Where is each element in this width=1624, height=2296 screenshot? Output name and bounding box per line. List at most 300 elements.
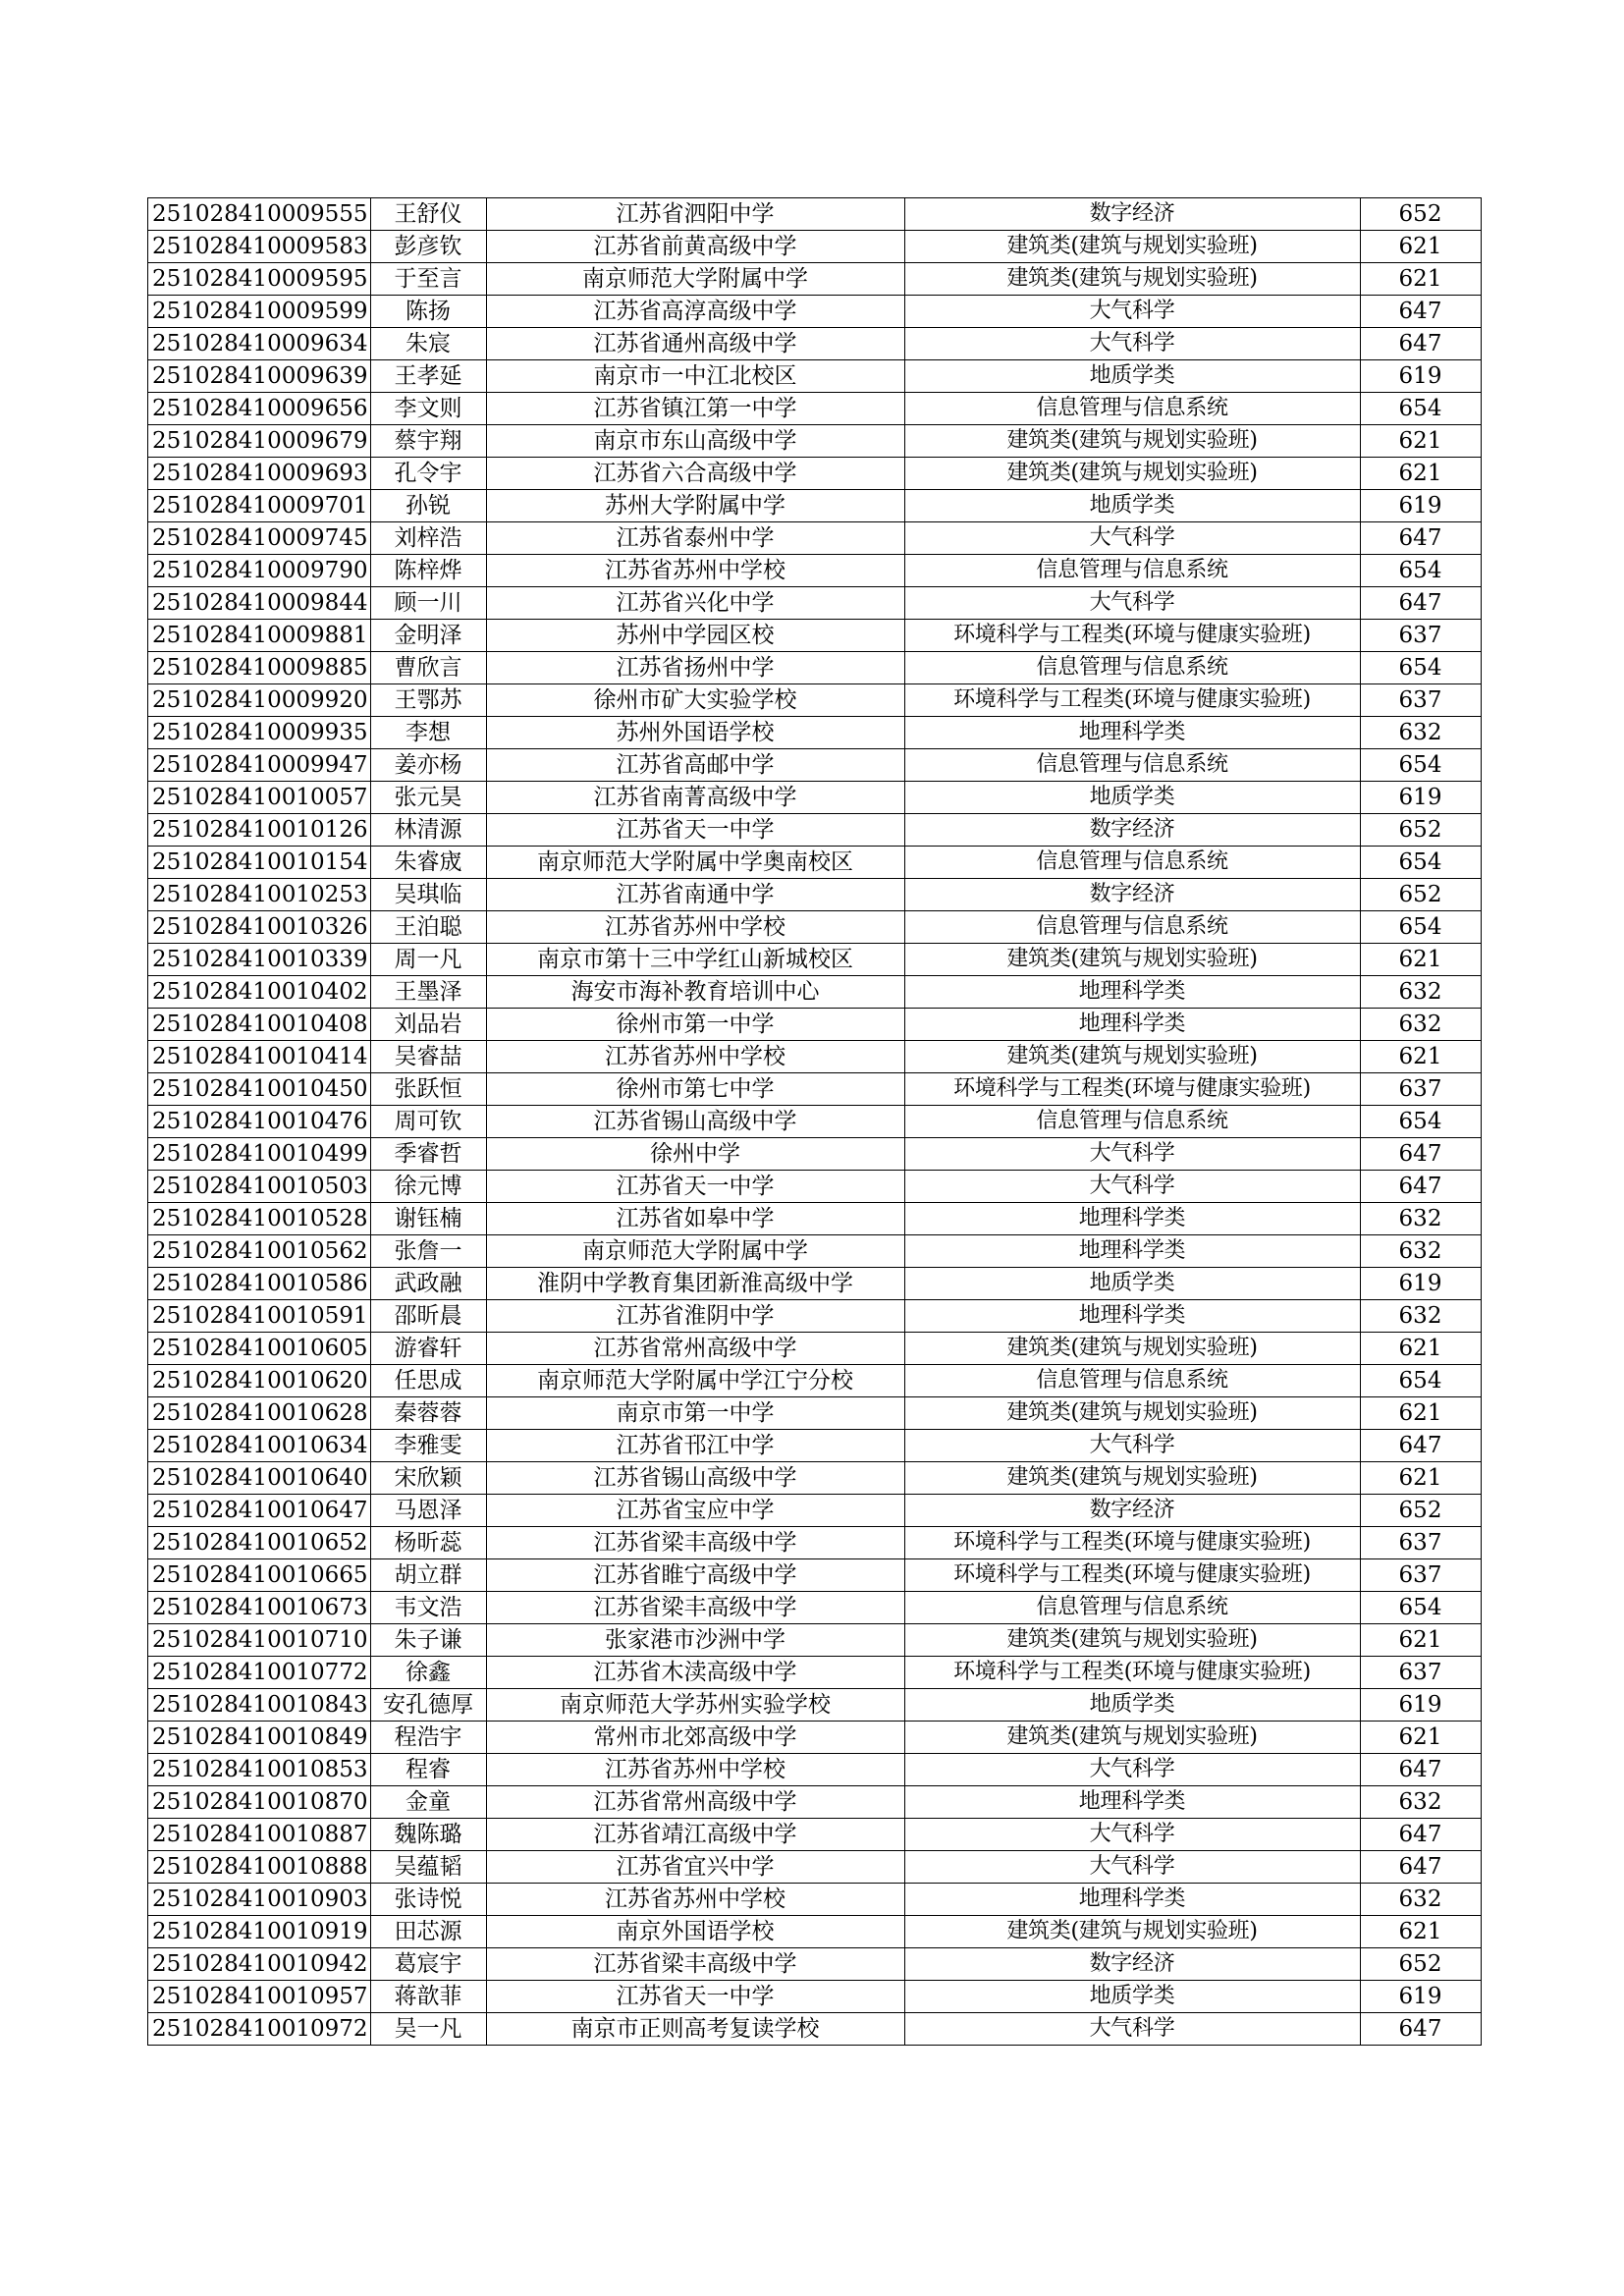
score-cell: 619 (1360, 1689, 1481, 1722)
candidate-id-cell: 251028410009693 (148, 458, 371, 490)
student-name-cell: 陈扬 (370, 296, 486, 328)
program-cell: 地质学类 (904, 490, 1360, 522)
table-row (148, 1462, 1482, 1495)
score-cell: 654 (1360, 911, 1481, 944)
student-name-cell: 曹欣言 (370, 652, 486, 684)
score-cell: 647 (1360, 522, 1481, 555)
table-row (148, 1430, 1482, 1462)
program-cell: 环境科学与工程类(环境与健康实验班) (904, 1559, 1360, 1592)
student-name-cell: 徐鑫 (370, 1657, 486, 1689)
candidate-id-cell: 251028410009790 (148, 555, 371, 587)
table-row (148, 522, 1482, 555)
school-cell: 江苏省泰州中学 (486, 522, 904, 555)
student-name-cell: 安孔德厚 (370, 1689, 486, 1722)
student-name-cell: 李雅雯 (370, 1430, 486, 1462)
score-cell: 637 (1360, 1657, 1481, 1689)
student-name-cell: 顾一川 (370, 587, 486, 620)
program-cell: 建筑类(建筑与规划实验班) (904, 263, 1360, 296)
student-name-cell: 魏陈璐 (370, 1819, 486, 1851)
table-row (148, 620, 1482, 652)
score-cell: 637 (1360, 684, 1481, 717)
candidate-id-cell: 251028410009881 (148, 620, 371, 652)
candidate-id-cell: 251028410010628 (148, 1397, 371, 1430)
school-cell: 江苏省苏州中学校 (486, 555, 904, 587)
table-row (148, 1235, 1482, 1268)
student-name-cell: 游睿轩 (370, 1333, 486, 1365)
student-name-cell: 张跃恒 (370, 1073, 486, 1106)
program-cell: 信息管理与信息系统 (904, 1365, 1360, 1397)
school-cell: 南京市第十三中学红山新城校区 (486, 944, 904, 976)
school-cell: 江苏省锡山高级中学 (486, 1462, 904, 1495)
student-name-cell: 程浩宇 (370, 1722, 486, 1754)
score-cell: 621 (1360, 1462, 1481, 1495)
candidate-id-cell: 251028410010870 (148, 1786, 371, 1819)
program-cell: 大气科学 (904, 1819, 1360, 1851)
program-cell: 地理科学类 (904, 1009, 1360, 1041)
table-row (148, 782, 1482, 814)
school-cell: 江苏省六合高级中学 (486, 458, 904, 490)
table-row (148, 879, 1482, 911)
score-cell: 652 (1360, 1948, 1481, 1981)
student-name-cell: 周可钦 (370, 1106, 486, 1138)
table-row (148, 1171, 1482, 1203)
student-name-cell: 葛宸宇 (370, 1948, 486, 1981)
program-cell: 环境科学与工程类(环境与健康实验班) (904, 1073, 1360, 1106)
candidate-id-cell: 251028410010339 (148, 944, 371, 976)
score-cell: 654 (1360, 1592, 1481, 1624)
score-cell: 654 (1360, 1106, 1481, 1138)
table-row (148, 263, 1482, 296)
school-cell: 江苏省睢宁高级中学 (486, 1559, 904, 1592)
candidate-id-cell: 251028410010528 (148, 1203, 371, 1235)
candidate-id-cell: 251028410010620 (148, 1365, 371, 1397)
score-cell: 654 (1360, 555, 1481, 587)
score-cell: 621 (1360, 458, 1481, 490)
school-cell: 江苏省南通中学 (486, 879, 904, 911)
student-name-cell: 宋欣颖 (370, 1462, 486, 1495)
table-row (148, 328, 1482, 360)
score-cell: 632 (1360, 1300, 1481, 1333)
school-cell: 南京师范大学附属中学江宁分校 (486, 1365, 904, 1397)
score-cell: 621 (1360, 263, 1481, 296)
student-name-cell: 徐元博 (370, 1171, 486, 1203)
program-cell: 信息管理与信息系统 (904, 555, 1360, 587)
table-row (148, 1981, 1482, 2013)
program-cell: 建筑类(建筑与规划实验班) (904, 425, 1360, 458)
program-cell: 建筑类(建筑与规划实验班) (904, 944, 1360, 976)
candidate-id-cell: 251028410010849 (148, 1722, 371, 1754)
candidate-id-cell: 251028410010586 (148, 1268, 371, 1300)
program-cell: 环境科学与工程类(环境与健康实验班) (904, 684, 1360, 717)
table-row (148, 847, 1482, 879)
candidate-id-cell: 251028410009599 (148, 296, 371, 328)
student-name-cell: 吴一凡 (370, 2013, 486, 2046)
program-cell: 数字经济 (904, 879, 1360, 911)
program-cell: 地理科学类 (904, 1203, 1360, 1235)
school-cell: 南京市正则高考复读学校 (486, 2013, 904, 2046)
table-row (148, 1268, 1482, 1300)
program-cell: 信息管理与信息系统 (904, 911, 1360, 944)
student-name-cell: 孙锐 (370, 490, 486, 522)
score-cell: 619 (1360, 1981, 1481, 2013)
school-cell: 淮阴中学教育集团新淮高级中学 (486, 1268, 904, 1300)
student-name-cell: 季睿哲 (370, 1138, 486, 1171)
table-row (148, 1559, 1482, 1592)
table-row (148, 814, 1482, 847)
table-row (148, 1106, 1482, 1138)
table-row (148, 1916, 1482, 1948)
school-cell: 江苏省镇江第一中学 (486, 393, 904, 425)
program-cell: 建筑类(建筑与规划实验班) (904, 1722, 1360, 1754)
student-name-cell: 彭彦钦 (370, 231, 486, 263)
score-cell: 654 (1360, 749, 1481, 782)
candidate-id-cell: 251028410010710 (148, 1624, 371, 1657)
score-cell: 619 (1360, 782, 1481, 814)
school-cell: 江苏省邗江中学 (486, 1430, 904, 1462)
school-cell: 江苏省常州高级中学 (486, 1333, 904, 1365)
school-cell: 江苏省苏州中学校 (486, 1884, 904, 1916)
school-cell: 南京师范大学附属中学奥南校区 (486, 847, 904, 879)
score-cell: 654 (1360, 652, 1481, 684)
program-cell: 地理科学类 (904, 1884, 1360, 1916)
school-cell: 江苏省通州高级中学 (486, 328, 904, 360)
candidate-id-cell: 251028410010326 (148, 911, 371, 944)
candidate-id-cell: 251028410010843 (148, 1689, 371, 1722)
program-cell: 环境科学与工程类(环境与健康实验班) (904, 1527, 1360, 1559)
student-name-cell: 张元昊 (370, 782, 486, 814)
program-cell: 环境科学与工程类(环境与健康实验班) (904, 1657, 1360, 1689)
program-cell: 地理科学类 (904, 976, 1360, 1009)
table-row (148, 1884, 1482, 1916)
student-name-cell: 马恩泽 (370, 1495, 486, 1527)
student-name-cell: 王舒仪 (370, 198, 486, 231)
program-cell: 大气科学 (904, 1430, 1360, 1462)
candidate-id-cell: 251028410010414 (148, 1041, 371, 1073)
table-row (148, 555, 1482, 587)
candidate-id-cell: 251028410010903 (148, 1884, 371, 1916)
student-name-cell: 朱子谦 (370, 1624, 486, 1657)
candidate-id-cell: 251028410010652 (148, 1527, 371, 1559)
school-cell: 江苏省常州高级中学 (486, 1786, 904, 1819)
score-cell: 632 (1360, 1884, 1481, 1916)
program-cell: 大气科学 (904, 1138, 1360, 1171)
candidate-id-cell: 251028410009701 (148, 490, 371, 522)
school-cell: 苏州大学附属中学 (486, 490, 904, 522)
table-row (148, 1073, 1482, 1106)
table-row (148, 911, 1482, 944)
candidate-id-cell: 251028410010887 (148, 1819, 371, 1851)
score-cell: 619 (1360, 1268, 1481, 1300)
candidate-id-cell: 251028410010605 (148, 1333, 371, 1365)
school-cell: 江苏省天一中学 (486, 814, 904, 847)
school-cell: 江苏省靖江高级中学 (486, 1819, 904, 1851)
table-row (148, 1203, 1482, 1235)
candidate-id-cell: 251028410009656 (148, 393, 371, 425)
school-cell: 江苏省梁丰高级中学 (486, 1592, 904, 1624)
student-name-cell: 王泊聪 (370, 911, 486, 944)
score-cell: 619 (1360, 490, 1481, 522)
school-cell: 南京外国语学校 (486, 1916, 904, 1948)
candidate-id-cell: 251028410010772 (148, 1657, 371, 1689)
student-name-cell: 田芯源 (370, 1916, 486, 1948)
table-row (148, 1527, 1482, 1559)
score-cell: 632 (1360, 976, 1481, 1009)
score-cell: 637 (1360, 1073, 1481, 1106)
program-cell: 大气科学 (904, 522, 1360, 555)
score-cell: 637 (1360, 1527, 1481, 1559)
student-name-cell: 孔令宇 (370, 458, 486, 490)
school-cell: 南京师范大学附属中学 (486, 1235, 904, 1268)
program-cell: 环境科学与工程类(环境与健康实验班) (904, 620, 1360, 652)
candidate-id-cell: 251028410010126 (148, 814, 371, 847)
candidate-id-cell: 251028410010476 (148, 1106, 371, 1138)
table-row (148, 1333, 1482, 1365)
school-cell: 苏州外国语学校 (486, 717, 904, 749)
student-name-cell: 周一凡 (370, 944, 486, 976)
candidate-id-cell: 251028410009679 (148, 425, 371, 458)
candidate-id-cell: 251028410009935 (148, 717, 371, 749)
program-cell: 大气科学 (904, 296, 1360, 328)
score-cell: 647 (1360, 328, 1481, 360)
score-cell: 647 (1360, 587, 1481, 620)
school-cell: 江苏省兴化中学 (486, 587, 904, 620)
school-cell: 江苏省苏州中学校 (486, 1754, 904, 1786)
admission-list-table (147, 197, 1482, 2046)
candidate-id-cell: 251028410009639 (148, 360, 371, 393)
score-cell: 632 (1360, 1009, 1481, 1041)
program-cell: 数字经济 (904, 814, 1360, 847)
table-row (148, 1657, 1482, 1689)
program-cell: 建筑类(建筑与规划实验班) (904, 1397, 1360, 1430)
program-cell: 数字经济 (904, 198, 1360, 231)
score-cell: 621 (1360, 1722, 1481, 1754)
candidate-id-cell: 251028410010853 (148, 1754, 371, 1786)
school-cell: 江苏省南菁高级中学 (486, 782, 904, 814)
table-row (148, 1138, 1482, 1171)
student-name-cell: 王鄂苏 (370, 684, 486, 717)
program-cell: 信息管理与信息系统 (904, 847, 1360, 879)
program-cell: 建筑类(建筑与规划实验班) (904, 1462, 1360, 1495)
score-cell: 652 (1360, 814, 1481, 847)
table-row (148, 684, 1482, 717)
program-cell: 大气科学 (904, 1171, 1360, 1203)
candidate-id-cell: 251028410009745 (148, 522, 371, 555)
table-row (148, 944, 1482, 976)
candidate-id-cell: 251028410009555 (148, 198, 371, 231)
student-name-cell: 谢钰楠 (370, 1203, 486, 1235)
student-name-cell: 林清源 (370, 814, 486, 847)
school-cell: 江苏省天一中学 (486, 1171, 904, 1203)
table-row (148, 1365, 1482, 1397)
candidate-id-cell: 251028410010647 (148, 1495, 371, 1527)
school-cell: 南京市东山高级中学 (486, 425, 904, 458)
student-name-cell: 张詹一 (370, 1235, 486, 1268)
admission-list-body (148, 198, 1482, 2046)
table-row (148, 749, 1482, 782)
student-name-cell: 王墨泽 (370, 976, 486, 1009)
program-cell: 建筑类(建筑与规划实验班) (904, 231, 1360, 263)
school-cell: 江苏省梁丰高级中学 (486, 1948, 904, 1981)
candidate-id-cell: 251028410009947 (148, 749, 371, 782)
candidate-id-cell: 251028410010665 (148, 1559, 371, 1592)
program-cell: 地质学类 (904, 1981, 1360, 2013)
score-cell: 647 (1360, 296, 1481, 328)
table-row (148, 458, 1482, 490)
school-cell: 南京师范大学苏州实验学校 (486, 1689, 904, 1722)
score-cell: 647 (1360, 1171, 1481, 1203)
table-row (148, 1851, 1482, 1884)
student-name-cell: 武政融 (370, 1268, 486, 1300)
table-row (148, 1300, 1482, 1333)
score-cell: 621 (1360, 1333, 1481, 1365)
student-name-cell: 吴琪临 (370, 879, 486, 911)
program-cell: 地质学类 (904, 782, 1360, 814)
table-row (148, 652, 1482, 684)
table-row (148, 1592, 1482, 1624)
candidate-id-cell: 251028410009920 (148, 684, 371, 717)
program-cell: 地理科学类 (904, 1235, 1360, 1268)
candidate-id-cell: 251028410009634 (148, 328, 371, 360)
table-row (148, 1786, 1482, 1819)
score-cell: 654 (1360, 847, 1481, 879)
school-cell: 徐州市矿大实验学校 (486, 684, 904, 717)
student-name-cell: 韦文浩 (370, 1592, 486, 1624)
student-name-cell: 刘梓浩 (370, 522, 486, 555)
student-name-cell: 刘品岩 (370, 1009, 486, 1041)
program-cell: 信息管理与信息系统 (904, 1106, 1360, 1138)
program-cell: 大气科学 (904, 2013, 1360, 2046)
score-cell: 647 (1360, 1754, 1481, 1786)
student-name-cell: 陈梓烨 (370, 555, 486, 587)
student-name-cell: 程睿 (370, 1754, 486, 1786)
program-cell: 建筑类(建筑与规划实验班) (904, 1333, 1360, 1365)
school-cell: 江苏省泗阳中学 (486, 198, 904, 231)
student-name-cell: 任思成 (370, 1365, 486, 1397)
table-row (148, 198, 1482, 231)
candidate-id-cell: 251028410010499 (148, 1138, 371, 1171)
score-cell: 619 (1360, 360, 1481, 393)
table-row (148, 1689, 1482, 1722)
student-name-cell: 金童 (370, 1786, 486, 1819)
table-row (148, 2013, 1482, 2046)
student-name-cell: 李文则 (370, 393, 486, 425)
score-cell: 632 (1360, 1786, 1481, 1819)
school-cell: 南京市第一中学 (486, 1397, 904, 1430)
candidate-id-cell: 251028410010057 (148, 782, 371, 814)
program-cell: 建筑类(建筑与规划实验班) (904, 1624, 1360, 1657)
table-row (148, 1495, 1482, 1527)
score-cell: 652 (1360, 1495, 1481, 1527)
candidate-id-cell: 251028410010942 (148, 1948, 371, 1981)
candidate-id-cell: 251028410009583 (148, 231, 371, 263)
school-cell: 江苏省高淳高级中学 (486, 296, 904, 328)
school-cell: 江苏省苏州中学校 (486, 1041, 904, 1073)
student-name-cell: 吴睿喆 (370, 1041, 486, 1073)
score-cell: 621 (1360, 231, 1481, 263)
score-cell: 632 (1360, 1203, 1481, 1235)
program-cell: 大气科学 (904, 1851, 1360, 1884)
score-cell: 654 (1360, 393, 1481, 425)
candidate-id-cell: 251028410010673 (148, 1592, 371, 1624)
program-cell: 地质学类 (904, 360, 1360, 393)
student-name-cell: 王孝延 (370, 360, 486, 393)
score-cell: 621 (1360, 1041, 1481, 1073)
table-row (148, 393, 1482, 425)
student-name-cell: 邵昕晨 (370, 1300, 486, 1333)
table-row (148, 425, 1482, 458)
candidate-id-cell: 251028410010253 (148, 879, 371, 911)
school-cell: 江苏省宝应中学 (486, 1495, 904, 1527)
program-cell: 建筑类(建筑与规划实验班) (904, 1916, 1360, 1948)
score-cell: 637 (1360, 620, 1481, 652)
program-cell: 数字经济 (904, 1948, 1360, 1981)
program-cell: 数字经济 (904, 1495, 1360, 1527)
program-cell: 信息管理与信息系统 (904, 652, 1360, 684)
program-cell: 地理科学类 (904, 717, 1360, 749)
student-name-cell: 张诗悦 (370, 1884, 486, 1916)
program-cell: 大气科学 (904, 1754, 1360, 1786)
student-name-cell: 胡立群 (370, 1559, 486, 1592)
school-cell: 南京师范大学附属中学 (486, 263, 904, 296)
student-name-cell: 姜亦杨 (370, 749, 486, 782)
table-row (148, 717, 1482, 749)
table-row (148, 1948, 1482, 1981)
school-cell: 江苏省梁丰高级中学 (486, 1527, 904, 1559)
program-cell: 地理科学类 (904, 1300, 1360, 1333)
program-cell: 大气科学 (904, 328, 1360, 360)
table-row (148, 1819, 1482, 1851)
program-cell: 地质学类 (904, 1689, 1360, 1722)
table-row (148, 1754, 1482, 1786)
score-cell: 647 (1360, 2013, 1481, 2046)
student-name-cell: 朱睿宬 (370, 847, 486, 879)
candidate-id-cell: 251028410010634 (148, 1430, 371, 1462)
candidate-id-cell: 251028410010957 (148, 1981, 371, 2013)
table-row (148, 490, 1482, 522)
school-cell: 徐州市第一中学 (486, 1009, 904, 1041)
candidate-id-cell: 251028410010888 (148, 1851, 371, 1884)
table-row (148, 976, 1482, 1009)
school-cell: 江苏省苏州中学校 (486, 911, 904, 944)
school-cell: 常州市北郊高级中学 (486, 1722, 904, 1754)
score-cell: 654 (1360, 1365, 1481, 1397)
student-name-cell: 蔡宇翔 (370, 425, 486, 458)
score-cell: 647 (1360, 1851, 1481, 1884)
candidate-id-cell: 251028410009844 (148, 587, 371, 620)
student-name-cell: 李想 (370, 717, 486, 749)
candidate-id-cell: 251028410010450 (148, 1073, 371, 1106)
candidate-id-cell: 251028410009885 (148, 652, 371, 684)
school-cell: 江苏省高邮中学 (486, 749, 904, 782)
score-cell: 621 (1360, 1916, 1481, 1948)
student-name-cell: 于至言 (370, 263, 486, 296)
table-row (148, 296, 1482, 328)
score-cell: 621 (1360, 944, 1481, 976)
school-cell: 江苏省如皋中学 (486, 1203, 904, 1235)
school-cell: 江苏省淮阴中学 (486, 1300, 904, 1333)
student-name-cell: 秦蓉蓉 (370, 1397, 486, 1430)
table-row (148, 1041, 1482, 1073)
school-cell: 江苏省锡山高级中学 (486, 1106, 904, 1138)
school-cell: 徐州市第七中学 (486, 1073, 904, 1106)
table-row (148, 1397, 1482, 1430)
score-cell: 621 (1360, 1397, 1481, 1430)
school-cell: 江苏省木渎高级中学 (486, 1657, 904, 1689)
school-cell: 江苏省宜兴中学 (486, 1851, 904, 1884)
program-cell: 地理科学类 (904, 1786, 1360, 1819)
score-cell: 621 (1360, 425, 1481, 458)
candidate-id-cell: 251028410010562 (148, 1235, 371, 1268)
